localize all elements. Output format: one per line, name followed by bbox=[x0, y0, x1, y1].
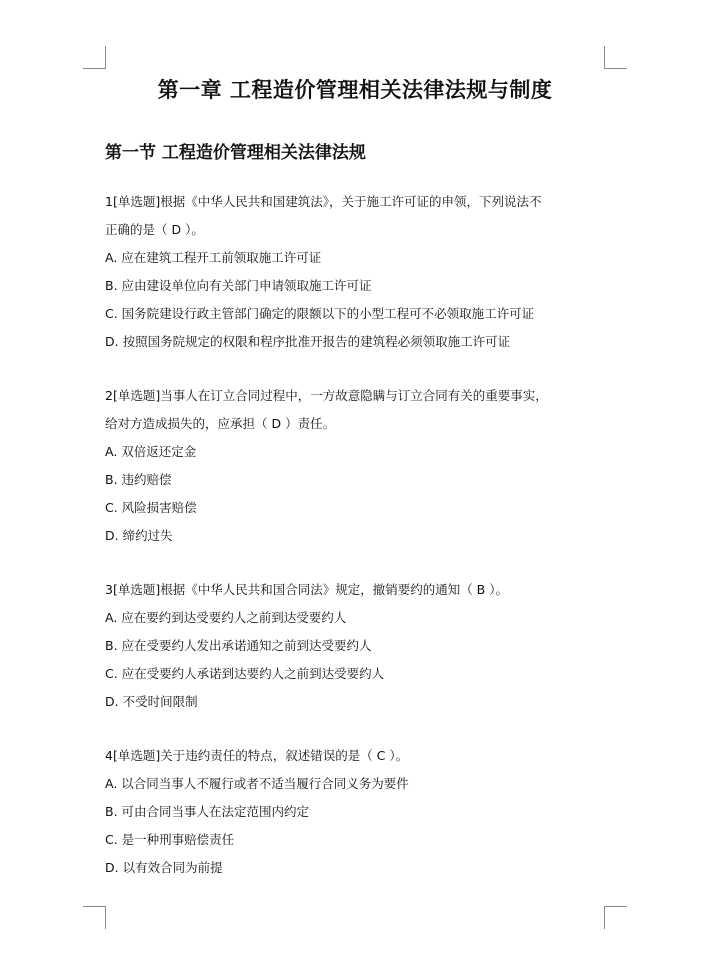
question-3 bbox=[105, 576, 605, 716]
option-b: B. 应在受要约人发出承诺通知之前到达受要约人 bbox=[105, 638, 372, 653]
option-a: A. 双倍返还定金 bbox=[105, 444, 197, 459]
option-b: B. 应由建设单位向有关部门申请领取施工许可证 bbox=[105, 278, 372, 293]
question-2 bbox=[105, 382, 605, 550]
option-d: D. 按照国务院规定的权限和程序批准开报告的建筑程必须领取施工许可证 bbox=[105, 334, 511, 349]
option-d: D. 不受时间限制 bbox=[105, 694, 198, 709]
page-corner-mark-top-left bbox=[83, 46, 106, 69]
question-stem-line: 给对方造成损失的，应承担（ D ）责任。 bbox=[105, 416, 336, 431]
page-corner-mark-bottom-right bbox=[604, 906, 627, 929]
option-b: B. 可由合同当事人在法定范围内约定 bbox=[105, 804, 310, 819]
option-c: C. 风险损害赔偿 bbox=[105, 500, 197, 515]
option-c: C. 应在受要约人承诺到达要约人之前到达受要约人 bbox=[105, 666, 385, 681]
option-c: C. 是一种刑事赔偿责任 bbox=[105, 832, 235, 847]
document-body bbox=[105, 70, 605, 882]
option-a: A. 应在建筑工程开工前领取施工许可证 bbox=[105, 250, 322, 265]
question-stem-line: 2[单选题]当事人在订立合同过程中，一方故意隐瞒与订立合同有关的重要事实， bbox=[105, 388, 548, 403]
chapter-title: 第一章 工程造价管理相关法律法规与制度 bbox=[157, 78, 553, 102]
option-a: A. 应在要约到达受要约人之前到达受要约人 bbox=[105, 610, 347, 625]
question-1 bbox=[105, 188, 605, 356]
option-c: C. 国务院建设行政主管部门确定的限额以下的小型工程可不必领取施工许可证 bbox=[105, 306, 535, 321]
question-4 bbox=[105, 742, 605, 882]
question-stem-line: 1[单选题]根据《中华人民共和国建筑法》，关于施工许可证的申领，下列说法不 bbox=[105, 194, 542, 209]
question-stem-line: 正确的是（ D ）。 bbox=[105, 222, 204, 237]
section-title: 第一节 工程造价管理相关法律法规 bbox=[105, 143, 366, 163]
question-stem-line: 3[单选题]根据《中华人民共和国合同法》规定，撤销要约的通知（ B ）。 bbox=[105, 582, 508, 597]
page-corner-mark-bottom-left bbox=[83, 906, 106, 929]
question-stem-line: 4[单选题]关于违约责任的特点，叙述错误的是（ C ）。 bbox=[105, 748, 409, 763]
option-a: A. 以合同当事人不履行或者不适当履行合同义务为要件 bbox=[105, 776, 409, 791]
option-b: B. 违约赔偿 bbox=[105, 472, 172, 487]
page-corner-mark-top-right bbox=[604, 46, 627, 69]
option-d: D. 以有效合同为前提 bbox=[105, 860, 223, 875]
option-d: D. 缔约过失 bbox=[105, 528, 173, 543]
